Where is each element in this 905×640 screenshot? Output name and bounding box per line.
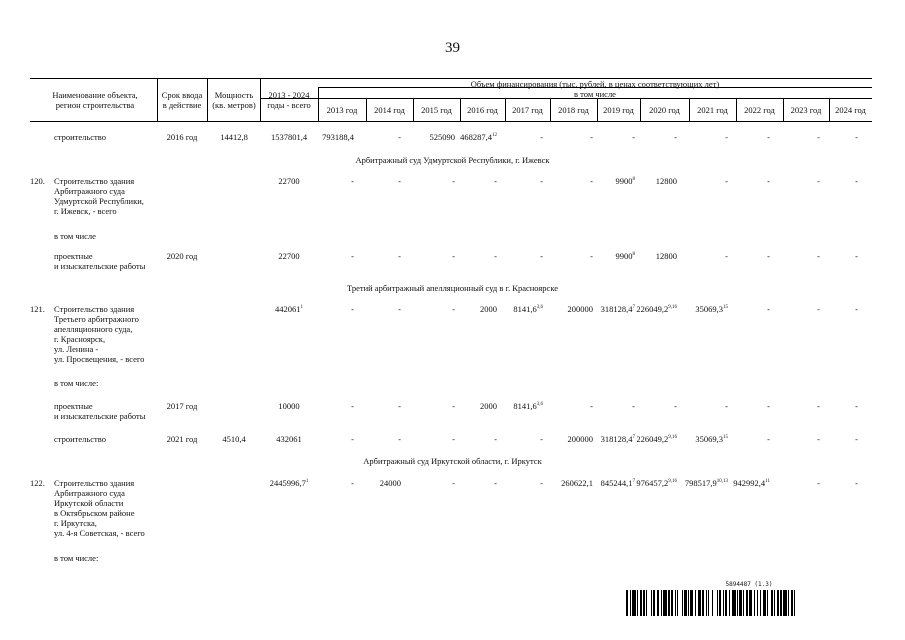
- cell-value: 9900$^8$: [615, 176, 635, 186]
- cell-value: -: [767, 132, 770, 142]
- row-name-line: Строительство здания: [54, 304, 135, 314]
- cell-value: -: [398, 132, 401, 142]
- cell-value: -: [855, 401, 858, 411]
- footnote-mark: 8: [632, 177, 635, 183]
- header-term: Срок ввода в действие: [161, 90, 203, 110]
- header-financing: Объем финансирования (тыс. рублей, в ценах соответствующих лет): [470, 79, 720, 89]
- cell-value: -: [855, 478, 858, 488]
- section-heading: Арбитражный суд Иркутской области, г. Иркутск: [363, 456, 542, 466]
- row-term: 2017 год: [166, 401, 198, 411]
- cell-value: -: [540, 176, 543, 186]
- row-total: 22700: [278, 176, 300, 186]
- cell-value: 798517,9$^{10,13}$: [684, 478, 728, 488]
- cell-value: -: [398, 304, 401, 314]
- header-including: в том числе: [574, 89, 616, 99]
- barcode: [626, 582, 872, 616]
- footnote-mark: 1: [300, 305, 303, 311]
- cell-value: 260622,1: [561, 478, 593, 488]
- cell-value: 8141,6$^{3,6}$: [513, 401, 543, 411]
- row-total: 10000: [278, 401, 300, 411]
- cell-value: 35069,3$^{15}$: [695, 434, 728, 444]
- row-name: в том числе: [54, 231, 96, 241]
- footnote-mark: 8: [632, 252, 635, 258]
- cell-value: 8141,6$^{3,6}$: [513, 304, 543, 314]
- cell-value: 525090: [429, 132, 455, 142]
- cell-value: 226049,2$^{9,16}$: [636, 434, 677, 444]
- cell-value: -: [855, 132, 858, 142]
- header-divider: [318, 87, 319, 121]
- cell-value: -: [590, 251, 593, 261]
- year-header: 2017 год: [512, 105, 543, 115]
- year-header: 2021 год: [697, 105, 728, 115]
- footnote-mark: 1: [305, 479, 309, 485]
- cell-value: -: [494, 434, 497, 444]
- row-name-line: в Октябрьском районе: [54, 508, 135, 518]
- row-name-line: Арбитражного суда: [54, 186, 125, 196]
- cell-value: -: [817, 434, 820, 444]
- cell-value: -: [767, 401, 770, 411]
- row-name-line: ул. Ленина -: [54, 344, 99, 354]
- row-name-line: ул. Просвещения, - всего: [54, 354, 145, 364]
- row-name-line: и изыскательские работы: [54, 411, 146, 421]
- row-name-line: ул. 4-я Советская, - всего: [54, 528, 145, 538]
- page-number: 39: [445, 40, 460, 56]
- footnote-mark: 10,13: [716, 479, 728, 485]
- row-capacity: 14412,8: [220, 132, 248, 142]
- section-heading: Третий арбитражный апелляционный суд в г. Красноярске: [346, 283, 559, 293]
- cell-value: -: [494, 176, 497, 186]
- cell-value: -: [725, 176, 728, 186]
- row-name: [54, 401, 154, 421]
- year-header: 2023 год: [790, 105, 822, 115]
- cell-value: -: [855, 434, 858, 444]
- cell-value: 226049,2$^{9,16}$: [636, 304, 677, 314]
- cell-value: -: [494, 478, 497, 488]
- year-header: 2024 год: [835, 105, 866, 115]
- cell-value: 2000: [480, 304, 497, 314]
- row-capacity: 4510,4: [222, 434, 246, 444]
- cell-value: -: [452, 434, 455, 444]
- row-name: [54, 478, 154, 538]
- cell-value: -: [452, 176, 455, 186]
- row-name-line: апелляционного суда,: [54, 324, 133, 334]
- row-name-line: проектные: [54, 401, 93, 411]
- cell-value: 24000: [379, 478, 401, 488]
- cell-value: -: [351, 401, 354, 411]
- cell-value: -: [540, 478, 543, 488]
- cell-value: 845244,1$^7$: [600, 478, 635, 488]
- cell-value: -: [590, 132, 593, 142]
- row-total: 2445996,7$^1$: [269, 478, 309, 488]
- cell-value: -: [817, 401, 820, 411]
- cell-value: -: [725, 251, 728, 261]
- cell-value: -: [767, 304, 770, 314]
- barcode-bar: [795, 590, 797, 616]
- footnote-mark: 7: [632, 479, 635, 485]
- cell-value: -: [452, 401, 455, 411]
- cell-value: 468287,4$^{12}$: [460, 132, 497, 142]
- cell-value: 12800: [655, 251, 677, 261]
- row-name-line: Арбитражного суда: [54, 488, 125, 498]
- row-name-line: и изыскательские работы: [54, 261, 146, 271]
- row-total: 1537801,4: [270, 132, 308, 142]
- row-name-line: г. Красноярск,: [54, 334, 106, 344]
- header-divider: [157, 78, 158, 121]
- cell-value: -: [817, 251, 820, 261]
- cell-value: -: [351, 176, 354, 186]
- row-name-line: г. Иркутска,: [54, 518, 97, 528]
- cell-value: -: [674, 401, 677, 411]
- footnote-mark: 3,6: [536, 402, 543, 408]
- header-bottom-rule: [30, 121, 872, 122]
- cell-value: -: [767, 176, 770, 186]
- barcode-bars: [626, 590, 872, 616]
- row-number: 120.: [30, 176, 45, 186]
- footnote-mark: 15: [723, 305, 728, 311]
- cell-value: -: [351, 304, 354, 314]
- cell-value: -: [674, 132, 677, 142]
- row-name: [54, 176, 154, 216]
- header-name: Наименование объекта, регион строительства: [52, 90, 138, 110]
- cell-value: -: [855, 251, 858, 261]
- row-total: 442061$^1$: [275, 304, 303, 314]
- year-header: 2015 год: [421, 105, 452, 115]
- row-number: 121.: [30, 304, 45, 314]
- row-total: 432061: [276, 434, 302, 444]
- cell-value: 793188,4: [322, 132, 354, 142]
- footnote-mark: 9,16: [668, 479, 677, 485]
- row-name: [54, 304, 154, 364]
- row-name-line: Иркутской области: [54, 498, 124, 508]
- cell-value: -: [817, 132, 820, 142]
- cell-value: -: [452, 304, 455, 314]
- cell-value: -: [590, 176, 593, 186]
- row-name: [54, 251, 154, 271]
- section-heading: Арбитражный суд Удмуртской Республики, г. Ижевск: [355, 155, 550, 165]
- year-header: 2019 год: [603, 105, 634, 115]
- year-header: 2014 год: [374, 105, 405, 115]
- cell-value: -: [632, 132, 635, 142]
- footnote-mark: 7: [632, 305, 635, 311]
- footnote-mark: 12: [492, 133, 497, 139]
- cell-value: -: [767, 251, 770, 261]
- cell-value: -: [725, 401, 728, 411]
- footnote-mark: 9,16: [668, 305, 677, 311]
- cell-value: -: [494, 251, 497, 261]
- header-capacity: Мощность (кв. метров): [212, 90, 256, 110]
- row-name-line: Строительство здания: [54, 478, 135, 488]
- cell-value: 318128,4$^7$: [600, 304, 635, 314]
- cell-value: -: [817, 304, 820, 314]
- row-term: 2020 год: [166, 251, 198, 261]
- cell-value: -: [767, 434, 770, 444]
- cell-value: -: [632, 401, 635, 411]
- footnote-mark: 11: [765, 479, 770, 485]
- year-header: 2016 год: [467, 105, 498, 115]
- cell-value: 318128,4$^7$: [600, 434, 635, 444]
- footnote-mark: 9,16: [668, 435, 677, 441]
- cell-value: 976457,2$^{9,16}$: [636, 478, 677, 488]
- cell-value: -: [398, 176, 401, 186]
- cell-value: -: [817, 176, 820, 186]
- row-name-line: Удмуртской Республики,: [54, 196, 144, 206]
- cell-value: -: [590, 401, 593, 411]
- cell-value: -: [725, 132, 728, 142]
- cell-value: -: [855, 304, 858, 314]
- row-name: строительство: [54, 434, 106, 444]
- row-name-line: г. Ижевск, - всего: [54, 206, 117, 216]
- cell-value: 200000: [567, 434, 593, 444]
- row-name-line: Строительство здания: [54, 176, 135, 186]
- cell-value: -: [398, 434, 401, 444]
- cell-value: 12800: [655, 176, 677, 186]
- cell-value: 2000: [480, 401, 497, 411]
- header-divider: [207, 78, 208, 121]
- cell-value: -: [351, 478, 354, 488]
- footnote-mark: 15: [723, 435, 728, 441]
- row-name: в том числе:: [54, 553, 99, 563]
- row-number: 122.: [30, 478, 45, 488]
- cell-value: -: [398, 251, 401, 261]
- row-name: строительство: [54, 132, 106, 142]
- cell-value: -: [452, 478, 455, 488]
- row-name-line: проектные: [54, 251, 93, 261]
- cell-value: -: [452, 251, 455, 261]
- row-total: 22700: [278, 251, 300, 261]
- cell-value: -: [351, 434, 354, 444]
- cell-value: -: [351, 251, 354, 261]
- row-name-line: Третьего арбитражного: [54, 314, 139, 324]
- year-header: 2020 год: [649, 105, 680, 115]
- cell-value: -: [540, 434, 543, 444]
- cell-value: -: [540, 132, 543, 142]
- cell-value: 942992,4$^{11}$: [733, 478, 770, 488]
- header-divider: [260, 78, 261, 121]
- year-header: 2013 год: [326, 105, 358, 115]
- header-total: 2013 - 2024 годы - всего: [267, 90, 311, 110]
- year-header: 2022 год: [744, 105, 775, 115]
- footnote-mark: 7: [632, 435, 635, 441]
- row-term: 2016 год: [166, 132, 198, 142]
- cell-value: -: [398, 401, 401, 411]
- barcode-number: 5894487 (1.3): [725, 581, 773, 588]
- cell-value: -: [817, 478, 820, 488]
- row-name: в том числе:: [54, 378, 99, 388]
- footnote-mark: 3,6: [536, 305, 543, 311]
- cell-value: -: [855, 176, 858, 186]
- row-term: 2021 год: [166, 434, 198, 444]
- cell-value: 9900$^8$: [615, 251, 635, 261]
- year-header: 2018 год: [558, 105, 589, 115]
- cell-value: 200000: [567, 304, 593, 314]
- cell-value: 35069,3$^{15}$: [695, 304, 728, 314]
- cell-value: -: [540, 251, 543, 261]
